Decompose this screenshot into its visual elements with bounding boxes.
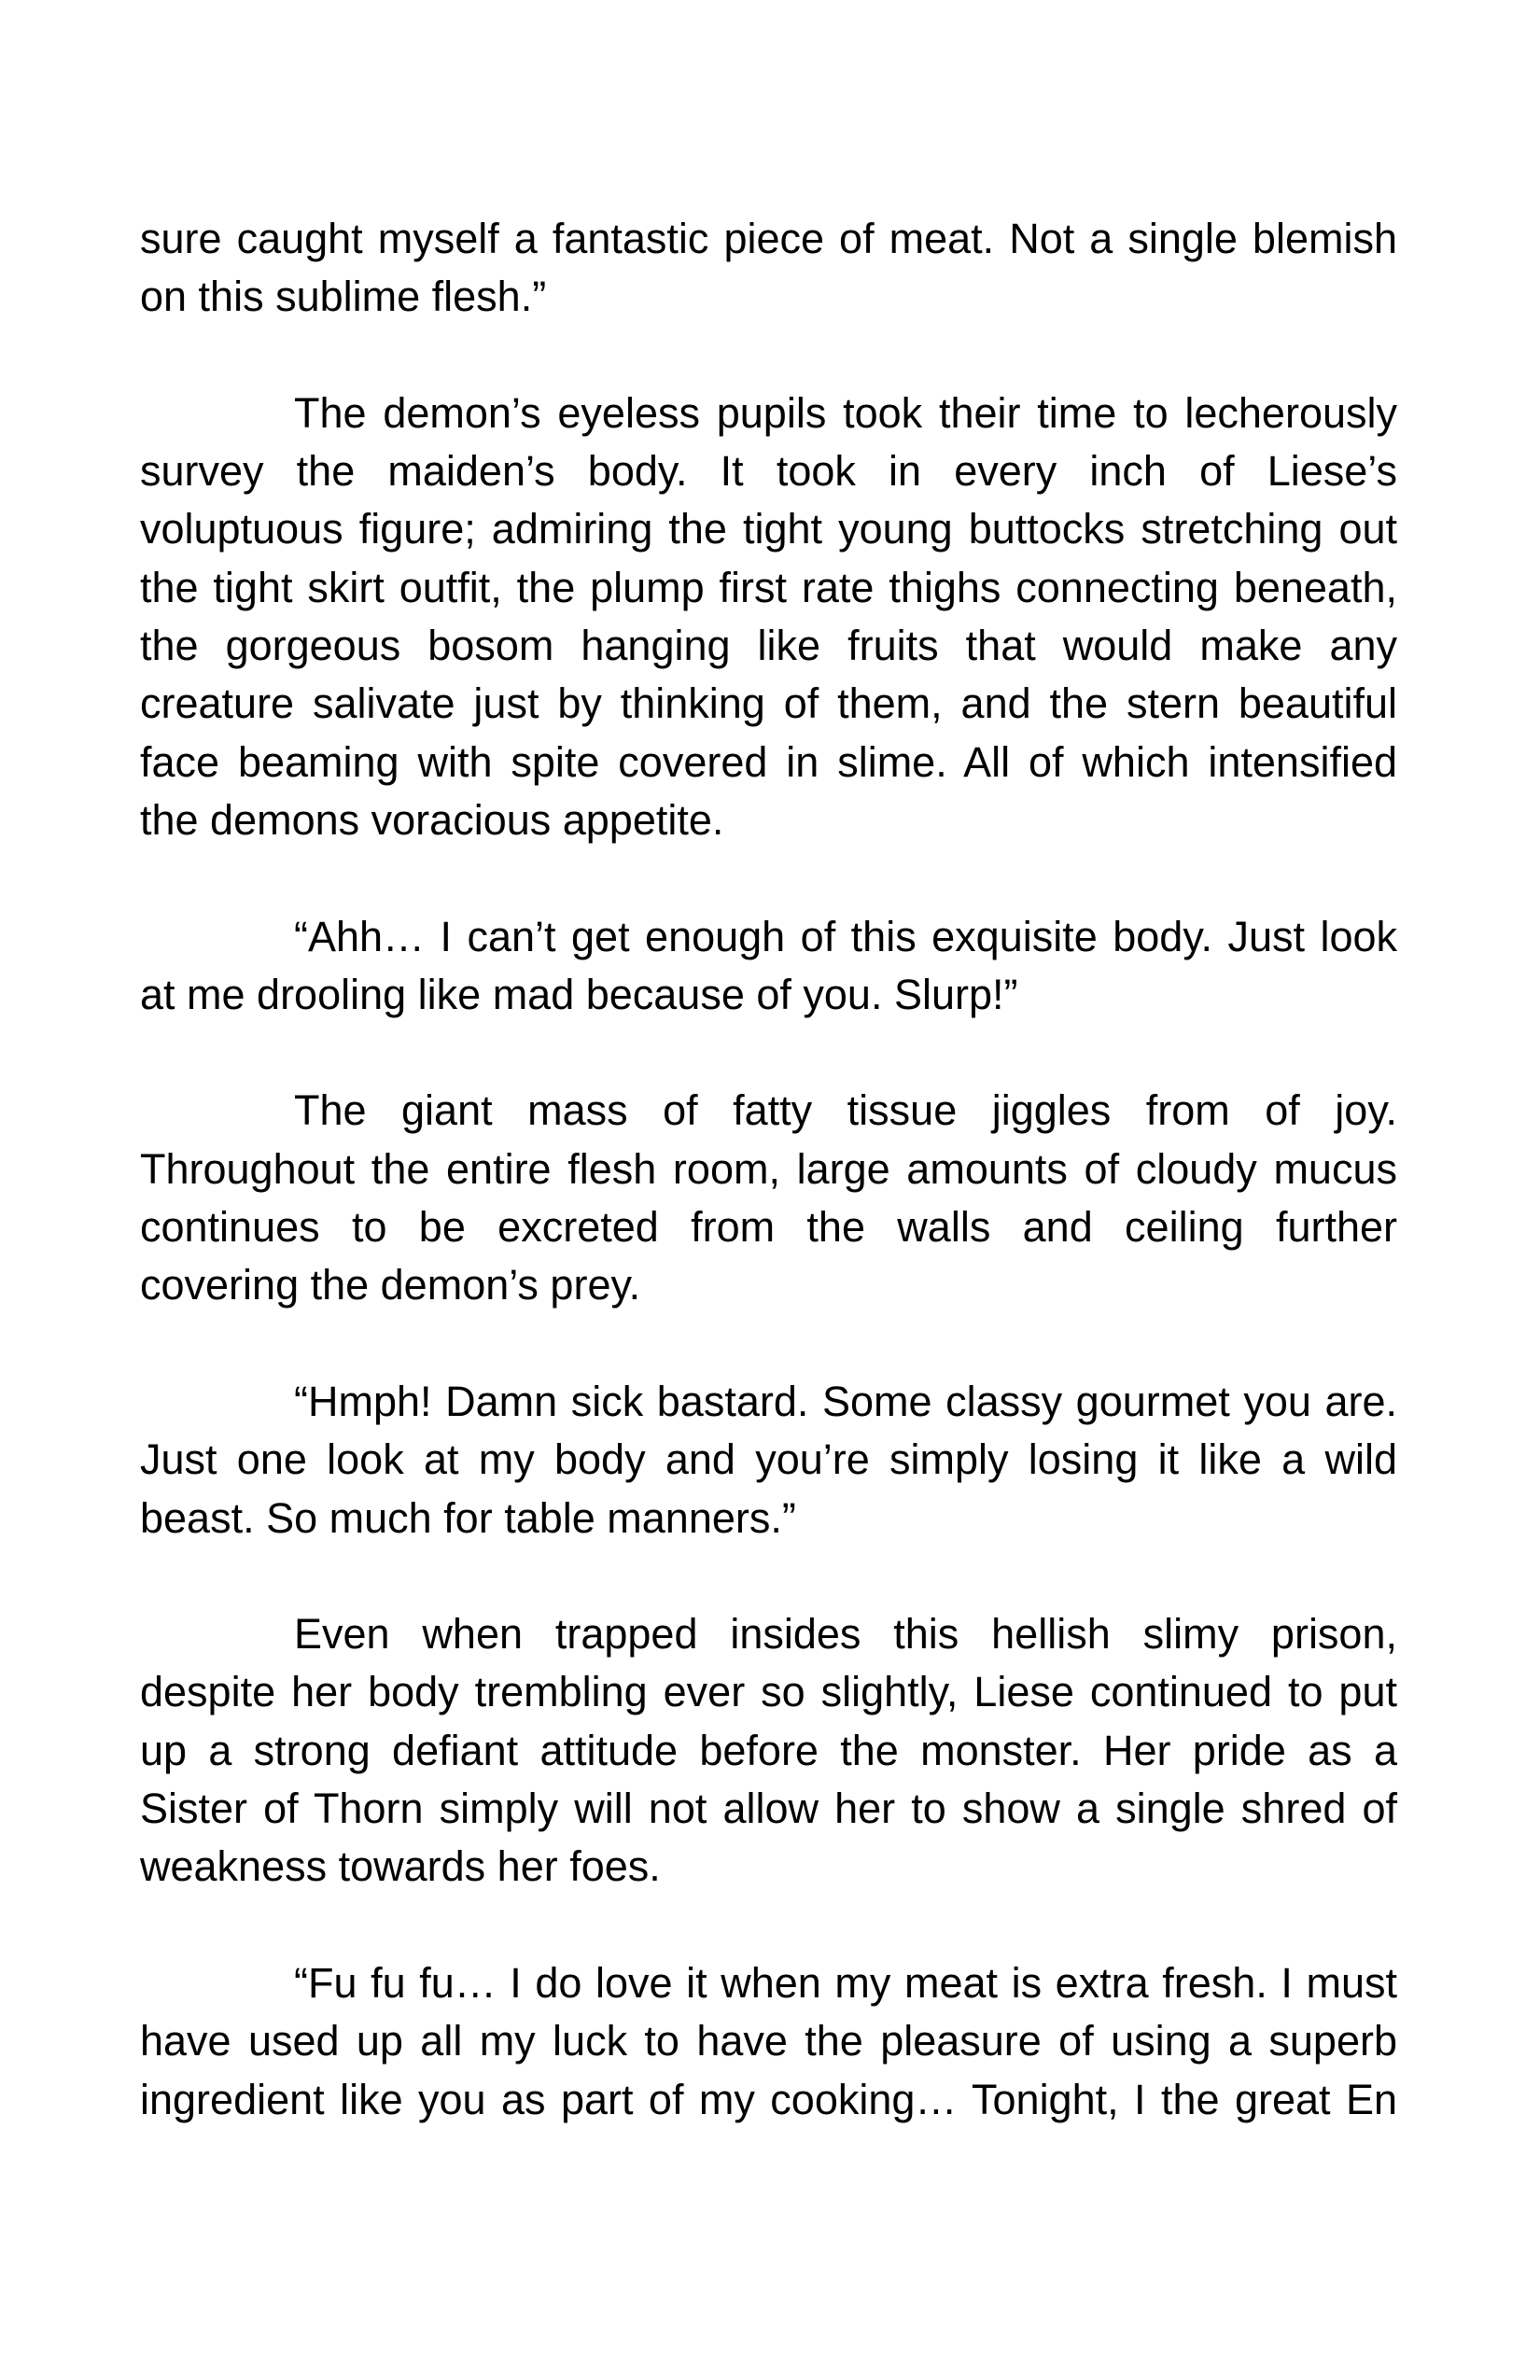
paragraph [140,1373,1397,1547]
text-line: sure caught myself a fantastic piece of meat. Not a single blemish [140,215,1397,262]
text-line: have used up all my luck to have the pleasure of using a superb [140,2017,1397,2065]
text-line: beast. So much for table manners.” [140,1493,796,1542]
text-line: the demons voracious appetite. [140,795,724,844]
text-line: voluptuous figure; admiring the tight young buttocks stretching out [140,505,1397,553]
text-line: at me drooling like mad because of you. Slurp!” [140,970,1018,1018]
text-line: the tight skirt outfit, the plump first rate thighs connecting beneath, [140,563,1397,611]
paragraph [140,908,1397,1025]
text-line: Sister of Thorn simply will not allow her to show a single shred of [140,1785,1397,1833]
text-line: Just one look at my body and you’re simply losing it like a wild [140,1435,1397,1484]
text-line: on this sublime flesh.” [140,273,547,321]
text-line: face beaming with spite covered in slime. All of which intensified [140,737,1397,786]
text-line: weakness towards her foes. [140,1842,661,1891]
text-line: continues to be excreted from the walls and ceiling further [140,1203,1397,1252]
text-line: up a strong defiant attitude before the monster. Her pride as a [140,1726,1397,1774]
text-line: The giant mass of fatty tissue jiggles from of joy. [294,1086,1397,1135]
text-line: creature salivate just by thinking of them, and the stern beautiful [140,679,1397,728]
text-line: survey the maiden’s body. It took in every inch of Liese’s [140,447,1397,496]
text-column [140,210,1397,2129]
text-line: covering the demon’s prey. [140,1261,641,1309]
text-line: Throughout the entire flesh room, large amounts of cloudy mucus [140,1144,1397,1193]
text-line: “Ahh… I can’t get enough of this exquisite body. Just look [294,912,1397,960]
text-line: Even when trapped insides this hellish slimy prison, [294,1610,1397,1659]
paragraph [140,385,1397,849]
text-line: “Hmph! Damn sick bastard. Some classy gourmet you are. [294,1377,1397,1425]
paragraph [140,1605,1397,1896]
paragraph [140,1082,1397,1314]
paragraph [140,210,1397,327]
text-line: despite her body trembling ever so slightly, Liese continued to put [140,1668,1397,1716]
text-line: “Fu fu fu… I do love it when my meat is extra fresh. I must [294,1958,1397,2007]
text-line: The demon’s eyeless pupils took their time to lecherously [294,388,1397,437]
paragraph [140,1954,1397,2129]
text-line: ingredient like you as part of my cooking… Tonight, I the great En [140,2075,1397,2123]
text-line: the gorgeous bosom hanging like fruits that would make any [140,622,1397,670]
